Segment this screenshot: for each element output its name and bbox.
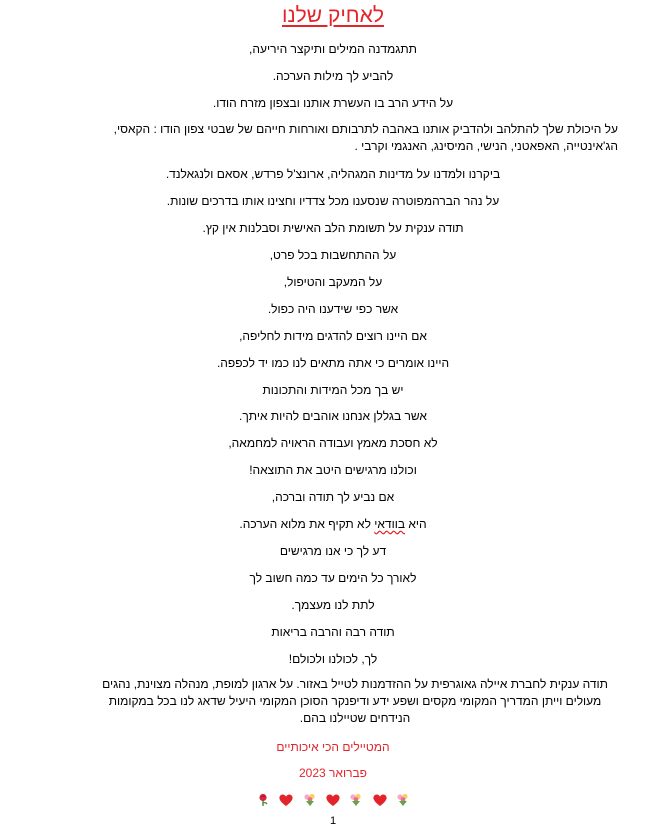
heart-icon (324, 793, 342, 807)
culture-paragraph: על היכולת שלך להתלהב ולהדביק אותנו באהבה לתרבותם ואורחות חייהם של שבטי צפון הודו : הקאסי, הג'אינטייה, האפאטני, הנישי, המיסינג, האנגמי וקרבי . (113, 122, 618, 153)
poem-line: תודה ענקית על תשומת הלב האישית וסבלנות אין קץ. (202, 221, 464, 235)
poem-line: דע לך כי אנו מרגישים (279, 544, 387, 558)
poem-line: על המעקב והטיפול, (283, 275, 383, 289)
rose-icon (254, 793, 272, 807)
heart-icon (277, 793, 295, 807)
emoji-row (0, 791, 666, 807)
page-number: 1 (329, 815, 337, 827)
bouquet-icon (301, 793, 319, 807)
poem-text: היא (405, 517, 427, 531)
poem-line: ביקרנו ולמדנו על מדינות המגהליה, ארונצ'ל פרדש, אסאם ולנגאלנד. (165, 167, 501, 181)
bouquet-icon (394, 793, 412, 807)
poem-line: היינו אומרים כי אתה מתאים לנו כמו יד לכפפה. (216, 356, 450, 370)
thanks-paragraph: תודה ענקית לחברת איילה גאוגרפית על ההזדמנות לטייל באזור. על ארגון למופת, מנהלה מצוינת, נהגים מעולים וייתן המדריך המקומי מקסים ושפע ידע ודיפנקר הסוכן המקומי היעיל שדאג לנו בכל במקומות הנידחים שטיילנו בהם. (102, 677, 608, 725)
poem-line: להביע לך מילות הערכה. (272, 69, 394, 83)
spellcheck-word: בוודאי (374, 517, 405, 531)
signature: המטיילים הכי איכותיים (276, 740, 390, 754)
poem-line: על הידע הרב בו העשרת אותנו ובצפון מזרח הודו. (212, 96, 454, 110)
poem-line: תתגמדנה המילים ותיקצר היריעה, (249, 42, 417, 56)
heart-icon (371, 793, 389, 807)
poem-line: על ההתחשבות בכל פרט, (269, 248, 397, 262)
poem-line: אם היינו רוצים להדגים מידות לחליפה, (239, 329, 427, 343)
date: פברואר 2023 (298, 766, 367, 780)
poem-line: על נהר הברהמפוטרה שנסענו מכל צדדיו וחצינו אותו בדרכים שונות. (166, 194, 500, 208)
poem-line: וכולנו מרגישים היטב את התוצאה! (249, 463, 417, 477)
poem-line: תודה רבה והרבה בריאות (271, 625, 395, 639)
poem-line: אשר בגללן אנחנו אוהבים להיות איתך. (239, 409, 427, 423)
poem-text: לא תקיף את מלוא הערכה. (239, 517, 375, 531)
bouquet-icon (347, 793, 365, 807)
poem-line: אם נביע לך תודה וברכה, (271, 490, 395, 504)
poem-line: לתת לנו מעצמך. (291, 598, 375, 612)
poem-line: יש בך מכל המידות והתכונות (262, 383, 404, 397)
document-title: לאחיק שלנו (282, 4, 384, 27)
poem-line: לאורך כל הימים עד כמה חשוב לך (249, 571, 417, 585)
poem-line: לא חסכת מאמץ ועבודה הראויה למחמאה, (228, 436, 438, 450)
poem-line-vadai (20, 516, 646, 532)
poem-line: לך, לכולנו ולכולם! (288, 652, 378, 666)
poem-line: אשר כפי שידענו היה כפול. (267, 302, 399, 316)
